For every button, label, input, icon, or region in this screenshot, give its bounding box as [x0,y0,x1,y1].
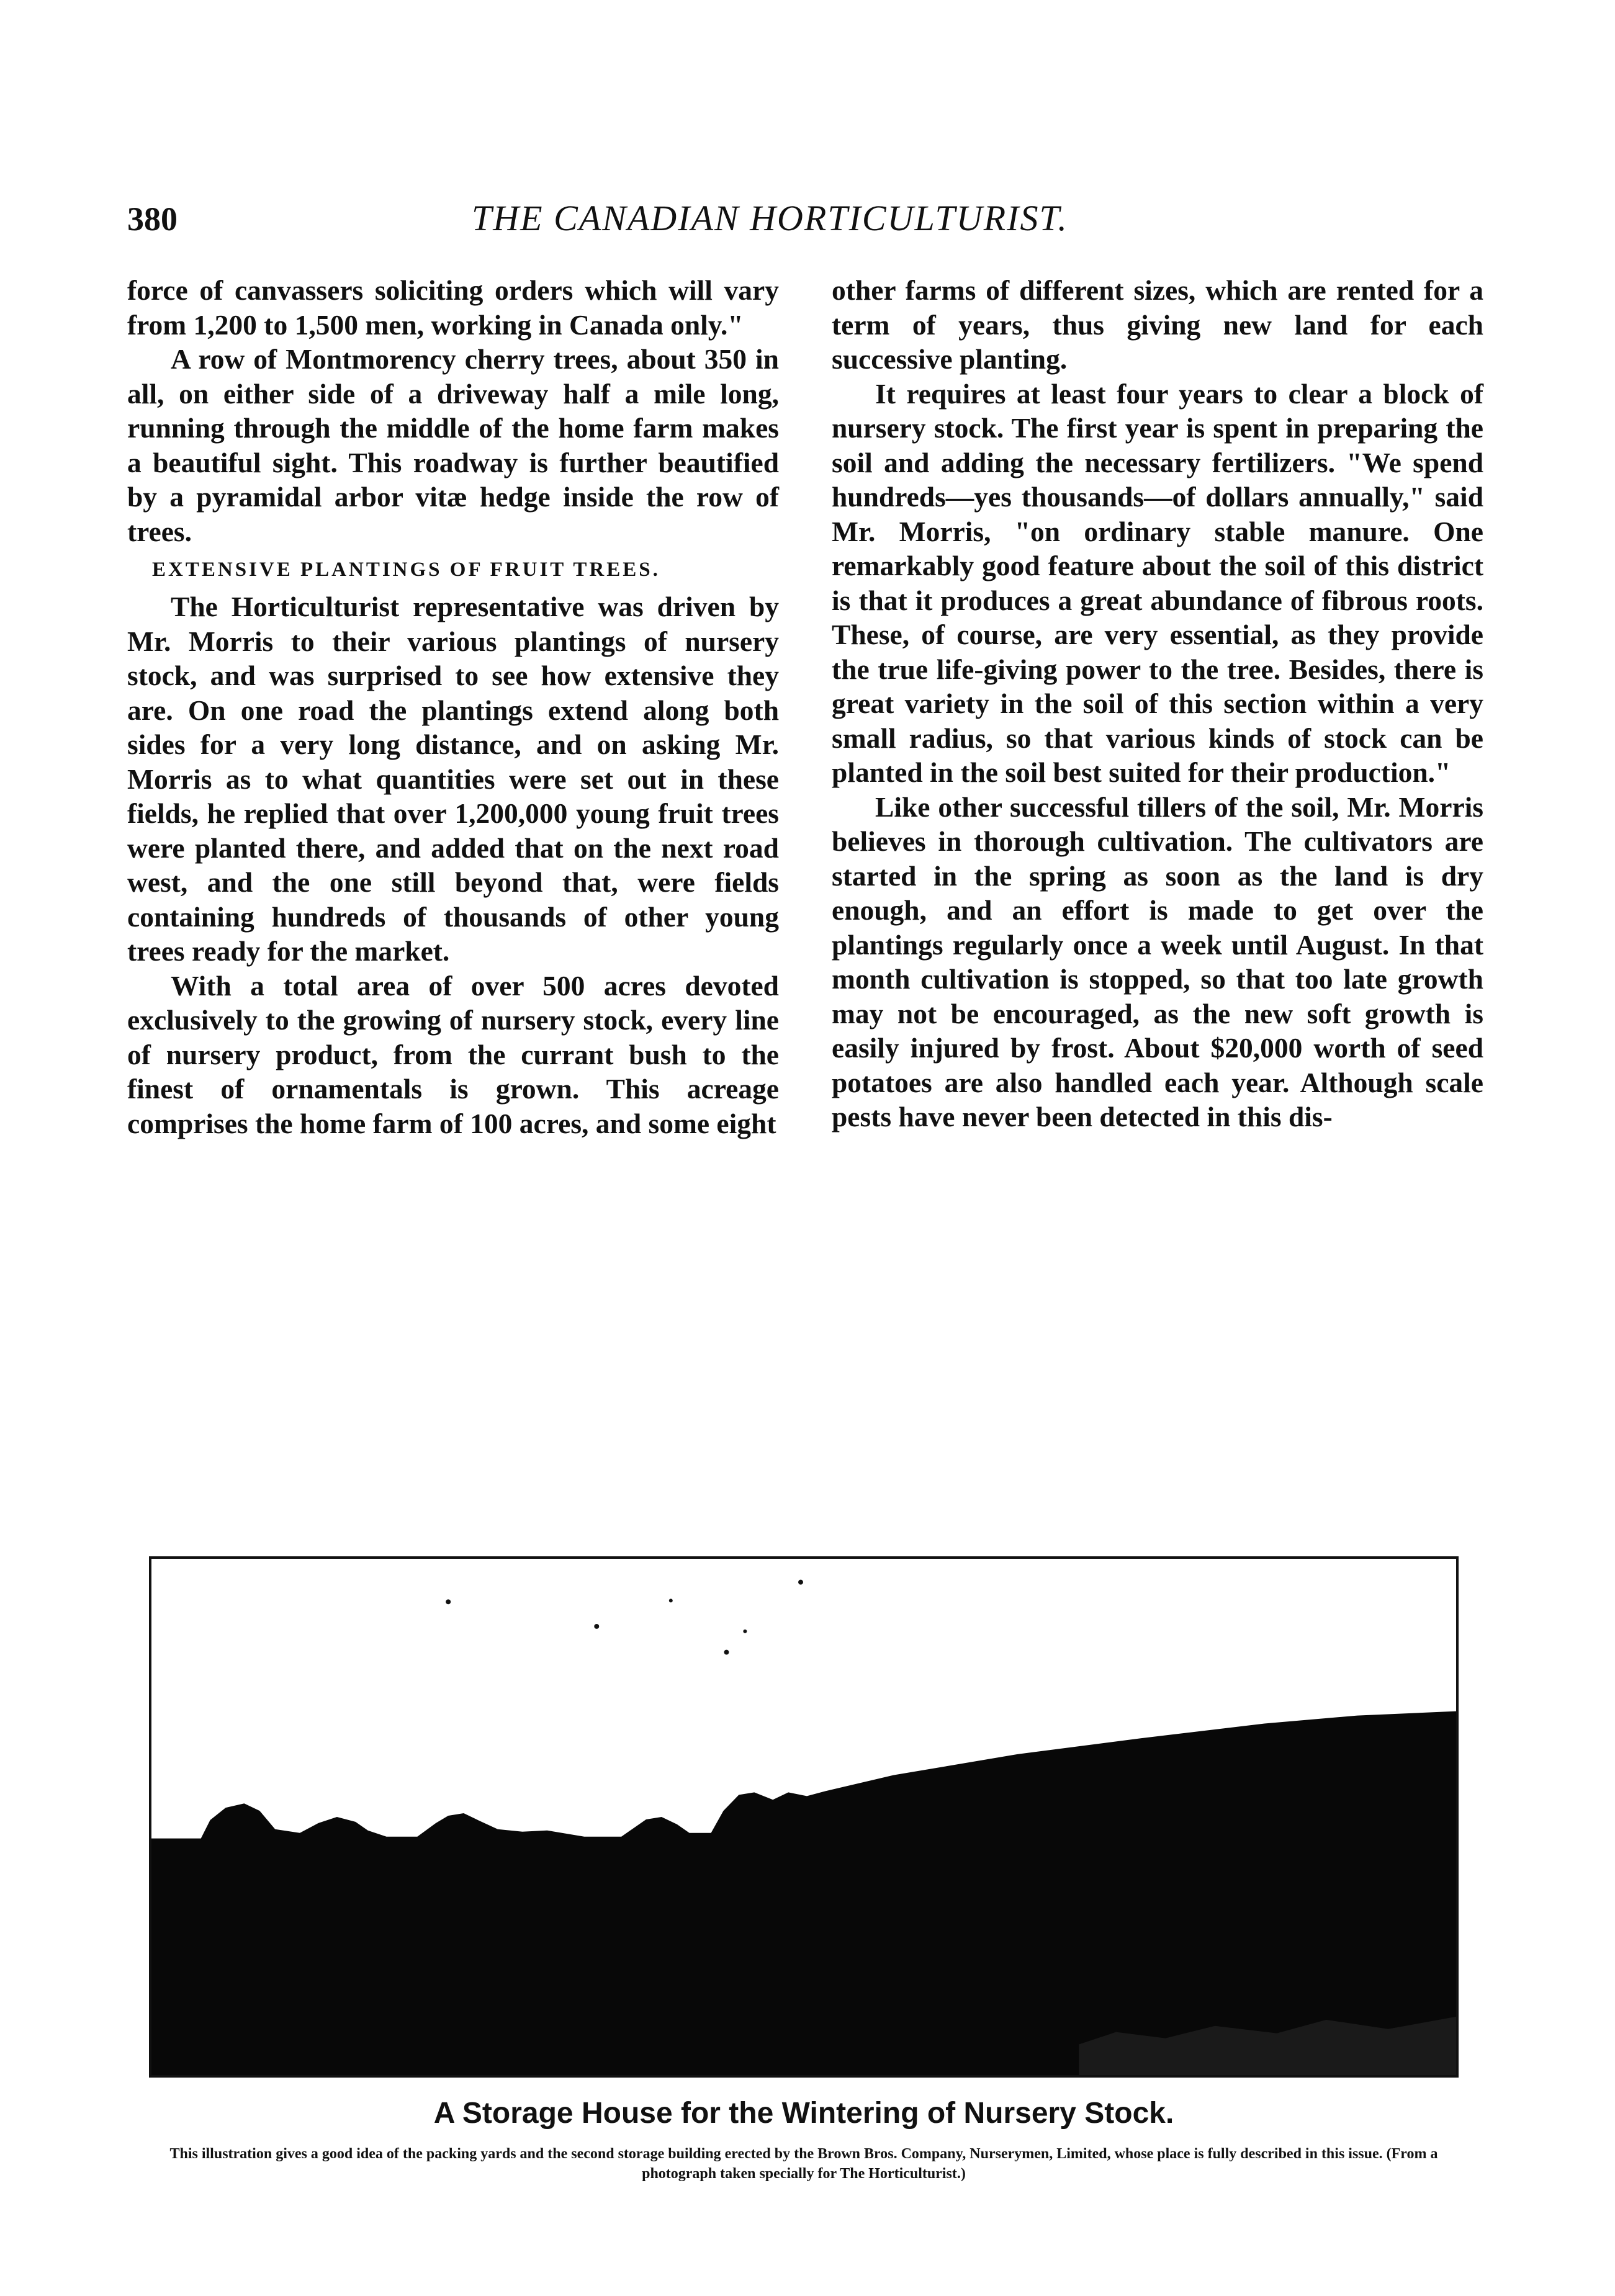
paragraph: force of canvassers soliciting orders which will vary from 1,200 to 1,500 men, working in Canada only." [127,274,779,341]
right-column [832,273,1483,1134]
paragraph: Like other successful tillers of the soil, Mr. Morris believes in thorough cultivation. The cultivators are started in the spring as soon as the land is dry enough, and an effort is made to get over the plantings regularly once a week until August. In that month cultivation is stopped, so that too late growth may not be encouraged, as the new soft growth is easily injured by frost. About $20,000 worth of seed potatoes are also handled each year. Although scale pests have never been detected in this dis- [832,791,1483,1132]
left-column [127,273,779,1141]
photo-speck [743,1630,747,1633]
section-subheading: EXTENSIVE PLANTINGS OF FRUIT TREES. [152,558,660,581]
figure-caption: A Storage House for the Wintering of Nursery Stock. [433,2097,1174,2130]
paragraph: The Horticulturist representative was driven by Mr. Morris to their various plantings of nursery stock, and was surprised to see how extensive they are. On one road the plantings extend along both sides for a very long distance, and on asking Mr. Morris as to what quantities were set out in these fields, he replied that over 1,200,000 young fruit trees were planted there, and added that on the next road west, and the one still beyond that, were fields containing hundreds of thousands of other young trees ready for the market. [127,591,779,967]
paragraph: It requires at least four years to clear a block of nursery stock. The first year is spent in preparing the soil and adding the necessary fertilizers. "We spend hundreds—yes thousands—of dollars annually," said Mr. Morris, "on ordinary stable manure. One remarkably good feature about the soil of this district is that it produces a great abundance of fibrous roots. These, of course, are very essential, as they provide the true life-giving power to the tree. Besides, there is great variety in the soil of this section within a very small radius, so that various kinds of stock can be planted in the soil best suited for their production." [832,377,1483,788]
running-title: THE CANADIAN HORTICULTURIST. [472,198,1068,238]
photo-speck [724,1650,729,1655]
paragraph: A row of Montmorency cherry trees, about 350 in all, on either side of a driveway half a mile long, running through the middle of the home farm makes a beautiful sight. This roadway is further beautified by a pyramidal arbor vitæ hedge inside the row of trees. [127,343,779,547]
photo-speck [446,1599,451,1604]
figure-caption-note: This illustration gives a good idea of the packing yards and the second storage building erected by the Brown Bros. Company, Nurserymen, Limited, whose place is fully described in this issue. (From a photograph taken specially for The Horticulturist.) [169,2146,1438,2182]
paragraph: With a total area of over 500 acres devoted exclusively to the growing of nursery stock, every line of nursery product, from the currant bush to the finest of ornamentals is grown. This acreage comprises the home farm of 100 acres, and some eight [127,969,779,1139]
photo-speck [669,1599,673,1602]
photo-speck [594,1624,599,1629]
storage-house-photo [149,1556,1459,2078]
paragraph: other farms of different sizes, which are rented for a term of years, thus giving new land for each successive planting. [832,274,1483,375]
photo-speck [798,1580,803,1585]
photo-image [151,1559,1456,2075]
page-number: 380 [127,200,178,238]
